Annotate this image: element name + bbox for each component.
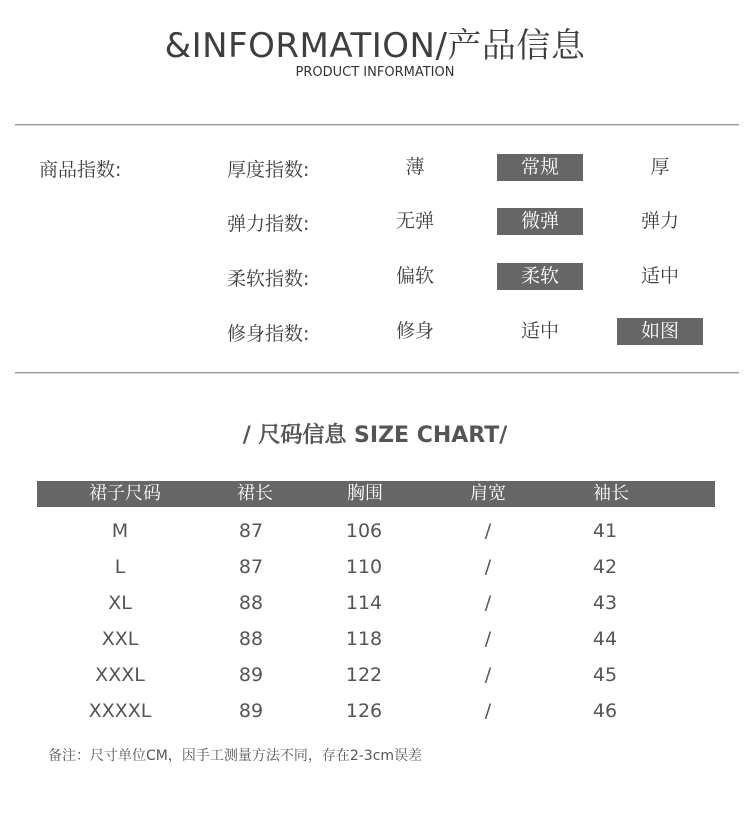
index-option: 无弹 (395, 210, 434, 232)
cell-shoulder: / (484, 628, 492, 650)
cell-shoulder: / (484, 664, 492, 686)
cell-bust: 126 (345, 700, 383, 722)
index-row-label: 厚度指数: (227, 159, 310, 181)
table-row (0, 585, 750, 621)
index-row-label: 柔软指数: (227, 268, 310, 290)
cell-sleeve: 44 (592, 628, 618, 650)
page-subtitle: PRODUCT INFORMATION (295, 65, 455, 80)
cell-size: XXXL (95, 664, 145, 686)
table-row (0, 693, 750, 729)
cell-sleeve: 43 (592, 592, 618, 614)
table-row (0, 513, 750, 549)
index-option: 修身 (395, 320, 434, 342)
index-option: 适中 (640, 265, 679, 287)
cell-shoulder: / (484, 700, 492, 722)
header-length: 裙长 (237, 483, 273, 504)
cell-sleeve: 42 (592, 556, 618, 578)
size-table-header (37, 481, 715, 507)
cell-size: L (114, 556, 126, 578)
index-row-label: 修身指数: (227, 323, 310, 345)
header-sleeve: 袖长 (593, 483, 629, 504)
table-row (0, 621, 750, 657)
index-option-selected: 常规 (497, 154, 583, 181)
header-size: 裙子尺码 (89, 483, 161, 504)
cell-bust: 114 (345, 592, 383, 614)
cell-length: 87 (238, 520, 264, 542)
cell-size: XXXXL (88, 700, 152, 722)
cell-length: 88 (238, 628, 264, 650)
cell-length: 87 (238, 556, 264, 578)
table-row (0, 549, 750, 585)
cell-shoulder: / (484, 556, 492, 578)
cell-sleeve: 46 (592, 700, 618, 722)
cell-bust: 106 (345, 520, 383, 542)
index-row-label: 弹力指数: (227, 213, 310, 235)
cell-bust: 118 (345, 628, 383, 650)
index-option: 适中 (520, 320, 559, 342)
page-title: &INFORMATION/产品信息 (164, 26, 586, 66)
table-row (0, 657, 750, 693)
index-option-selected: 微弹 (497, 208, 583, 235)
index-option: 偏软 (395, 265, 434, 287)
cell-sleeve: 45 (592, 664, 618, 686)
cell-size: XL (108, 592, 132, 614)
cell-size: M (111, 520, 129, 542)
cell-length: 88 (238, 592, 264, 614)
header-bust: 胸围 (347, 483, 383, 504)
cell-bust: 122 (345, 664, 383, 686)
middle-divider (15, 372, 739, 373)
cell-sleeve: 41 (592, 520, 618, 542)
header-shoulder: 肩宽 (470, 483, 506, 504)
cell-shoulder: / (484, 592, 492, 614)
index-option: 弹力 (640, 210, 679, 232)
index-option: 薄 (405, 156, 425, 178)
size-table-body (0, 513, 750, 729)
size-chart-title: / 尺码信息 SIZE CHART/ (242, 423, 508, 448)
index-option-selected: 柔软 (497, 263, 583, 290)
cell-shoulder: / (484, 520, 492, 542)
index-option: 厚 (650, 156, 670, 178)
index-option-selected: 如图 (617, 318, 703, 345)
cell-length: 89 (238, 664, 264, 686)
cell-size: XXL (101, 628, 139, 650)
cell-length: 89 (238, 700, 264, 722)
top-divider (15, 124, 739, 125)
product-index-label: 商品指数: (39, 159, 122, 181)
measurement-note: 备注：尺寸单位CM，因手工测量方法不同，存在2-3cm误差 (48, 748, 423, 764)
cell-bust: 110 (345, 556, 383, 578)
